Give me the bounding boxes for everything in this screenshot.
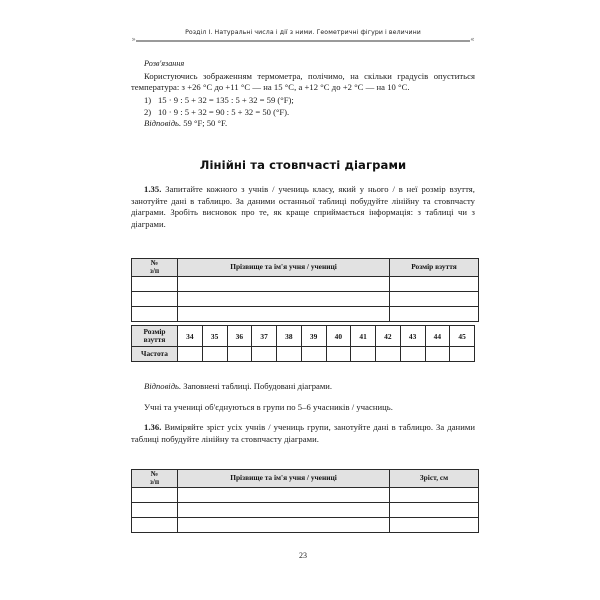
size-value: 38 bbox=[277, 326, 302, 347]
task-1-35-text: Запитайте кожного з учнів / учениць класу, який у нього / в неї розмір взуття, занотуйте дані в таблицю. За даними останньої таблиці побудуйте лінійну та стовпчасту діаграми. Зробіть висновок про те, як краще сприймається інформація: з таблиці чи з діаграми. bbox=[131, 184, 476, 229]
frequency-cell[interactable] bbox=[326, 347, 351, 362]
size-value: 39 bbox=[301, 326, 326, 347]
frequency-cell[interactable] bbox=[227, 347, 252, 362]
running-header bbox=[131, 28, 475, 42]
table-row[interactable] bbox=[132, 276, 479, 291]
solution-answer-label: Відповідь. bbox=[144, 118, 182, 129]
frequency-cell[interactable] bbox=[178, 347, 203, 362]
solution-step-2 bbox=[131, 107, 475, 119]
size-value: 43 bbox=[400, 326, 425, 347]
height-roster-col-height: Зріст, см bbox=[390, 470, 479, 488]
size-value: 35 bbox=[202, 326, 227, 347]
frequency-row-label-size-line2: взуття bbox=[143, 335, 166, 344]
shoe-roster-col-number-line1: № bbox=[150, 258, 159, 267]
table-row[interactable] bbox=[132, 517, 479, 532]
size-value: 36 bbox=[227, 326, 252, 347]
frequency-cell[interactable] bbox=[351, 347, 376, 362]
height-roster-col-name: Прізвище та ім'я учня / учениці bbox=[178, 470, 390, 488]
task-1-36-text: Виміряйте зріст усіх учнів / учениць групи, занотуйте дані в таблицю. За даними таблиці побудуйте лінійну та стовпчасту діаграми. bbox=[131, 422, 475, 444]
solution-step-2-text: 10 · 9 : 5 + 32 = 90 : 5 + 32 = 50 (°F). bbox=[158, 106, 290, 117]
cell-name[interactable] bbox=[178, 502, 390, 517]
solution-step-1 bbox=[131, 95, 475, 107]
shoe-size-roster-table bbox=[131, 258, 479, 322]
table-row[interactable] bbox=[132, 487, 479, 502]
solution-paragraph: Користуючись зображенням термометра, полічимо, на скільки градусів опуститься температура: з +26 °C до +11 °C — на 15 °C, а +12 °C до +2 °C — на 10 °C. bbox=[131, 70, 475, 93]
post-table-notes bbox=[131, 381, 475, 445]
height-roster-col-number-line2: з/п bbox=[149, 477, 160, 487]
size-value: 40 bbox=[326, 326, 351, 347]
size-value: 42 bbox=[376, 326, 401, 347]
cell-height[interactable] bbox=[390, 487, 479, 502]
cell-name[interactable] bbox=[178, 306, 390, 321]
task-1-35-paragraph bbox=[131, 184, 475, 230]
frequency-sizes-row bbox=[132, 326, 475, 347]
shoe-size-frequency-table bbox=[131, 325, 475, 362]
frequency-cell[interactable] bbox=[202, 347, 227, 362]
frequency-cell[interactable] bbox=[450, 347, 475, 362]
cell-height[interactable] bbox=[390, 517, 479, 532]
cell-number[interactable] bbox=[132, 517, 178, 532]
running-header-rule bbox=[131, 35, 475, 44]
task-1-35-answer bbox=[131, 381, 475, 393]
size-value: 44 bbox=[425, 326, 450, 347]
cell-number[interactable] bbox=[132, 276, 178, 291]
size-value: 37 bbox=[252, 326, 277, 347]
shoe-roster-col-number-line2: з/п bbox=[149, 266, 160, 276]
solution-answer bbox=[131, 118, 475, 130]
shoe-size-roster-body bbox=[132, 276, 479, 321]
frequency-cell[interactable] bbox=[376, 347, 401, 362]
frequency-cell[interactable] bbox=[425, 347, 450, 362]
height-roster-table bbox=[131, 469, 479, 533]
task-1-35 bbox=[131, 184, 475, 230]
shoe-size-roster-header-row bbox=[132, 259, 479, 277]
task-1-35-answer-label: Відповідь. bbox=[144, 381, 182, 391]
height-roster-col-number bbox=[132, 470, 178, 488]
page-number: 23 bbox=[299, 551, 307, 560]
frequency-row-label-count: Частота bbox=[132, 347, 178, 362]
task-1-36-number: 1.36. bbox=[144, 422, 162, 433]
task-1-35-answer-text: Заповнені таблиці. Побудовані діаграми. bbox=[183, 381, 333, 391]
cell-size[interactable] bbox=[390, 291, 479, 306]
size-value: 34 bbox=[178, 326, 203, 347]
cell-name[interactable] bbox=[178, 487, 390, 502]
frequency-cell[interactable] bbox=[277, 347, 302, 362]
cell-number[interactable] bbox=[132, 487, 178, 502]
header-left-ornament-icon: » bbox=[131, 35, 136, 44]
table-row[interactable] bbox=[132, 306, 479, 321]
cell-height[interactable] bbox=[390, 502, 479, 517]
frequency-values-row bbox=[132, 347, 475, 362]
height-roster-header-row bbox=[132, 470, 479, 488]
table-row[interactable] bbox=[132, 291, 479, 306]
header-right-ornament-icon: « bbox=[470, 35, 475, 44]
task-1-36-paragraph bbox=[131, 422, 475, 445]
frequency-cell[interactable] bbox=[400, 347, 425, 362]
cell-name[interactable] bbox=[178, 276, 390, 291]
solution-step-1-marker: 1) bbox=[144, 95, 152, 106]
cell-name[interactable] bbox=[178, 291, 390, 306]
size-value: 45 bbox=[450, 326, 475, 347]
solution-block bbox=[131, 58, 475, 130]
shoe-roster-col-name: Прізвище та ім'я учня / учениці bbox=[178, 259, 390, 277]
task-1-35-number: 1.35. bbox=[144, 184, 162, 194]
cell-number[interactable] bbox=[132, 291, 178, 306]
table-row[interactable] bbox=[132, 502, 479, 517]
solution-step-2-marker: 2) bbox=[144, 106, 152, 117]
size-value: 41 bbox=[351, 326, 376, 347]
height-roster-body bbox=[132, 487, 479, 532]
shoe-roster-col-size: Розмір взуття bbox=[390, 259, 479, 277]
solution-step-1-text: 15 · 9 : 5 + 32 = 135 : 5 + 32 = 59 (°F); bbox=[158, 95, 294, 106]
cell-size[interactable] bbox=[390, 276, 479, 291]
shoe-roster-col-number bbox=[132, 259, 178, 277]
page-content-column bbox=[131, 0, 475, 600]
solution-label: Розв'язання bbox=[144, 59, 185, 68]
section-heading: Лінійні та стовпчасті діаграми bbox=[199, 158, 407, 172]
frequency-cell[interactable] bbox=[301, 347, 326, 362]
cell-name[interactable] bbox=[178, 517, 390, 532]
cell-size[interactable] bbox=[390, 306, 479, 321]
frequency-row-label-size bbox=[132, 326, 178, 347]
frequency-row-label-size-line1: Розмір bbox=[143, 326, 166, 336]
cell-number[interactable] bbox=[132, 502, 178, 517]
frequency-cell[interactable] bbox=[252, 347, 277, 362]
group-note: Учні та учениці об'єднуються в групи по 5–6 учасників / учасниць. bbox=[144, 401, 393, 412]
shoe-size-frequency-body bbox=[132, 326, 475, 362]
header-rule-bar bbox=[136, 40, 469, 42]
cell-number[interactable] bbox=[132, 306, 178, 321]
running-header-title: Розділ І. Натуральні числа і дії з ними. Геометричні фігури і величини bbox=[185, 29, 421, 36]
solution-answer-value: 59 °F; 50 °F. bbox=[183, 118, 228, 129]
height-roster-col-number-line1: № bbox=[150, 469, 159, 478]
